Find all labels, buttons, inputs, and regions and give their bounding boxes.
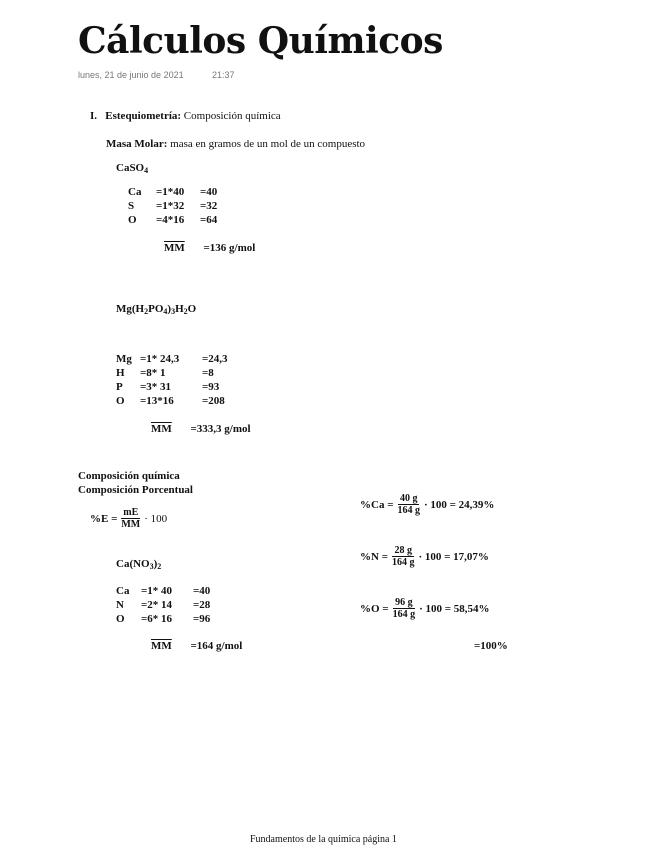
mm-value: =136 g/mol: [203, 242, 256, 254]
element-calc: =2* 14: [141, 599, 173, 611]
element-result: =40: [193, 585, 211, 597]
molar-mass-text: masa en gramos de un mol de un compuesto: [167, 138, 366, 150]
element-symbol: Mg: [116, 353, 132, 365]
table-row: [116, 367, 228, 381]
element-result: =28: [193, 599, 211, 611]
section-number: I.: [90, 110, 98, 122]
element-symbol: N: [116, 599, 124, 611]
element-result: =93: [202, 381, 220, 393]
formula-caso4: [116, 162, 148, 175]
element-symbol: O: [116, 395, 125, 407]
formula-part: O: [187, 303, 197, 315]
element-calc: =1* 24,3: [140, 353, 180, 365]
page-footer: Fundamentos de la química página 1: [250, 834, 397, 845]
element-symbol: O: [128, 214, 137, 226]
element-symbol: Ca: [128, 186, 142, 198]
section-heading: [90, 110, 281, 122]
formula-part: H: [175, 303, 184, 315]
formula-sub: 3: [171, 307, 176, 316]
mm-value: =164 g/mol: [190, 640, 243, 652]
element-calc: =8* 1: [140, 367, 166, 379]
mm-value: =333,3 g/mol: [190, 423, 251, 435]
formula-tail: · 100 = 17,07%: [418, 550, 489, 563]
composition-heading: Composición química: [78, 470, 180, 482]
fraction: [395, 493, 422, 516]
formula-tail: · 100: [144, 512, 168, 525]
formula-sub: 4: [163, 307, 168, 316]
fraction-denominator: MM: [121, 519, 141, 530]
element-result: =32: [200, 200, 218, 212]
table-row: [128, 186, 217, 200]
fraction-numerator: 40 g: [399, 493, 418, 504]
formula-lhs: %E =: [90, 512, 118, 525]
table-row: [116, 353, 228, 367]
formula-sub: 2: [144, 307, 149, 316]
formula-lhs: %N =: [360, 550, 388, 563]
mm-label: $\overline{MM}$: [151, 423, 172, 435]
percent-composition-heading: Composición Porcentual: [78, 484, 193, 496]
element-calc: =1*32: [156, 200, 185, 212]
mg-molar-mass: [151, 423, 251, 435]
fraction-denominator: 164 g: [397, 505, 420, 516]
table-row: [116, 381, 228, 395]
molar-mass-definition: [106, 138, 365, 150]
formula-part: ): [153, 558, 158, 570]
formula-tail: · 100 = 58,54%: [419, 602, 490, 615]
formula-sub: 2: [157, 562, 162, 571]
element-symbol: H: [116, 367, 125, 379]
formula-lhs: %Ca =: [360, 498, 394, 511]
formula-part: ): [167, 303, 172, 315]
element-result: =8: [202, 367, 214, 379]
table-row: [128, 214, 217, 228]
page-title: Cálculos Químicos: [78, 20, 443, 62]
table-row: [116, 585, 210, 599]
fraction-denominator: 164 g: [391, 557, 415, 568]
element-symbol: S: [128, 200, 135, 212]
element-result: =24,3: [202, 353, 228, 365]
element-symbol: Ca: [116, 585, 130, 597]
element-symbol: O: [116, 613, 125, 625]
page-date: lunes, 21 de junio de 2021: [78, 70, 184, 80]
fraction: [391, 597, 418, 620]
molar-mass-label: Masa Molar:: [106, 138, 168, 150]
element-calc: =3* 31: [140, 381, 172, 393]
fraction-numerator: mE: [123, 507, 139, 518]
percent-total: =100%: [474, 640, 508, 652]
fraction-numerator: 28 g: [394, 545, 412, 556]
formula-cano3: [116, 558, 161, 571]
element-calc: =4*16: [156, 214, 185, 226]
formula-tail: · 100 = 24,39%: [423, 498, 495, 511]
element-calc: =13*16: [140, 395, 174, 407]
element-calc: =1*40: [156, 186, 185, 198]
formula-sub: 3: [149, 562, 154, 571]
formula-caso4-sub: 4: [144, 166, 149, 175]
fraction: [119, 507, 142, 530]
mm-label: $\overline{MM}$: [151, 640, 172, 652]
element-symbol: P: [116, 381, 123, 393]
percent-formula: [90, 507, 167, 530]
formula-part: Ca(NO: [116, 558, 150, 570]
table-row: [116, 599, 210, 613]
formula-part: Mg(H: [116, 303, 145, 315]
formula-lhs: %O =: [360, 602, 389, 615]
element-result: =208: [202, 395, 225, 407]
cano3-molar-mass: [151, 640, 242, 652]
fraction: [390, 545, 417, 568]
formula-caso4-main: CaSO: [116, 162, 145, 174]
formula-sub: 2: [183, 307, 188, 316]
percent-n: [360, 545, 489, 568]
caso4-table: [128, 186, 217, 228]
element-calc: =1* 40: [141, 585, 173, 597]
fraction-denominator: 164 g: [392, 609, 416, 620]
section-heading-bold: Estequiometría:: [105, 110, 182, 122]
table-row: [128, 200, 217, 214]
formula-part: PO: [148, 303, 164, 315]
mg-table: [116, 353, 228, 409]
fraction-numerator: 96 g: [395, 597, 413, 608]
element-result: =96: [193, 613, 211, 625]
element-result: =64: [200, 214, 218, 226]
cano3-table: [116, 585, 210, 627]
element-calc: =6* 16: [141, 613, 173, 625]
table-row: [116, 613, 210, 627]
section-heading-rest: Composición química: [181, 110, 281, 122]
formula-mg: [116, 303, 196, 316]
caso4-molar-mass: [164, 242, 255, 254]
element-result: =40: [200, 186, 218, 198]
table-row: [116, 395, 228, 409]
percent-o: [360, 597, 490, 620]
percent-ca: [360, 493, 494, 516]
mm-label: $\overline{MM}$: [164, 242, 185, 254]
page-time: 21:37: [212, 70, 235, 80]
